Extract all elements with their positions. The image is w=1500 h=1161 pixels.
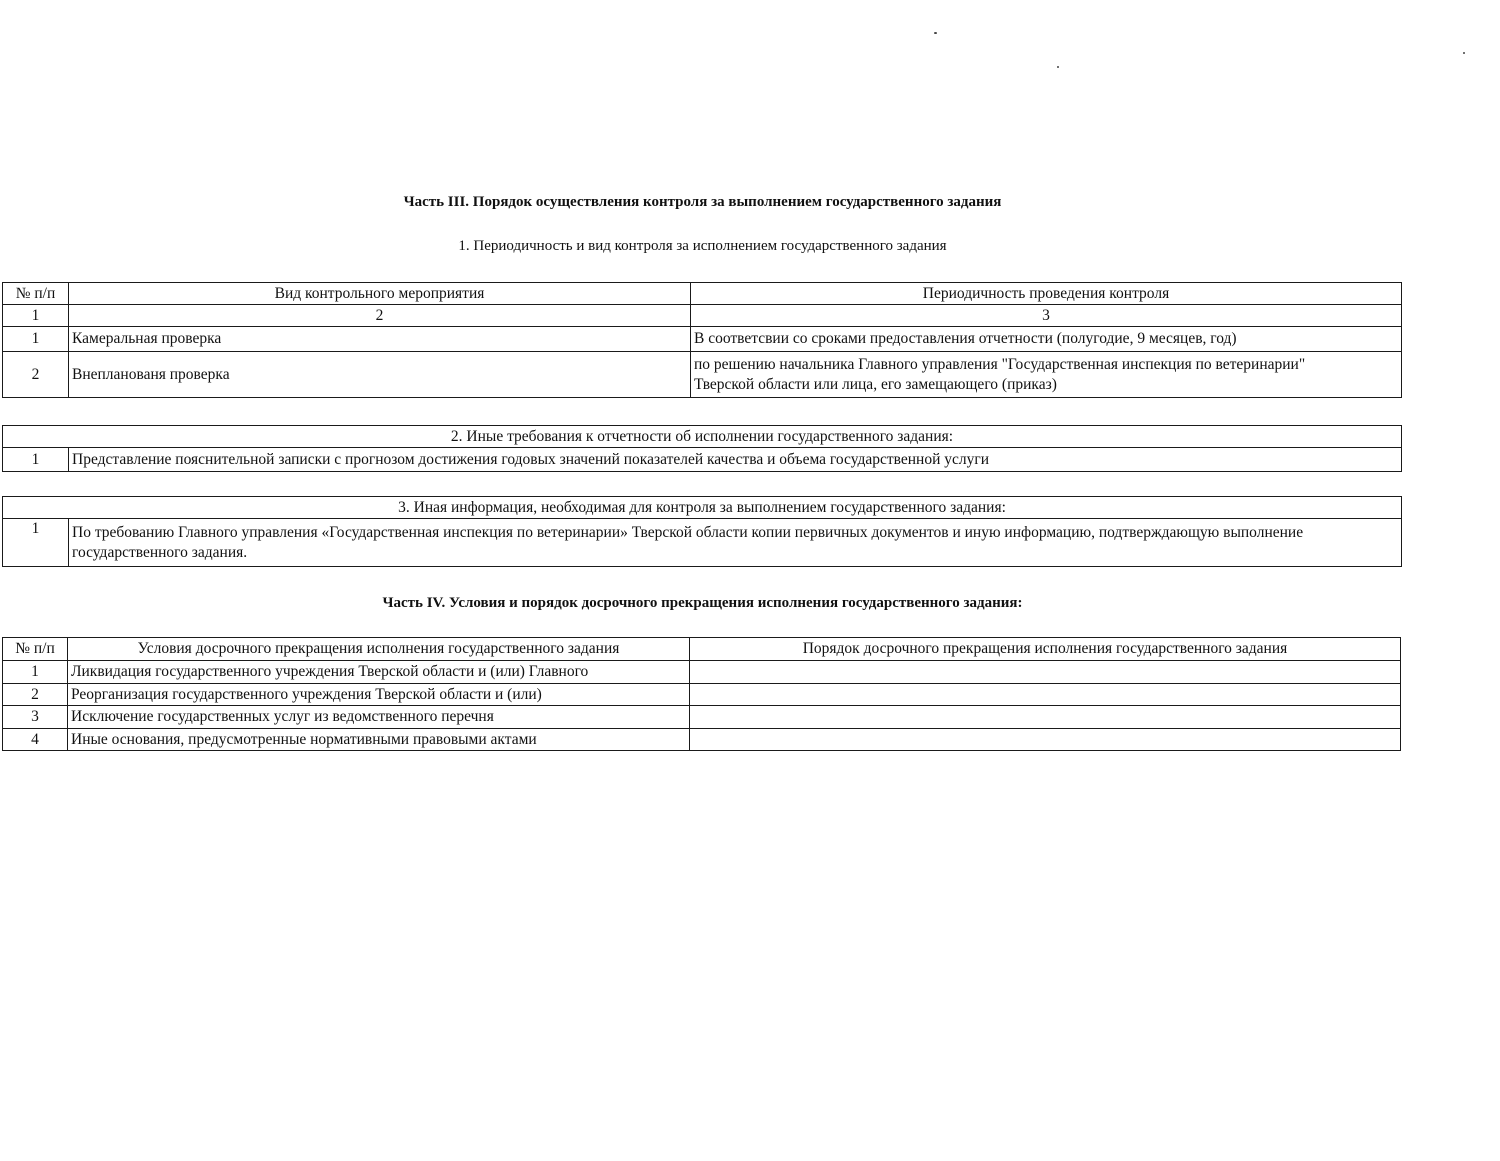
part4-title: Часть IV. Условия и порядок досрочного прекращения исполнения государственного задания: [382,595,1023,611]
table-row [3,327,1402,352]
table-row [3,729,1401,751]
row-num: 3 [3,706,68,729]
table-row [3,352,1402,398]
other-information-table [2,496,1402,567]
table-row [3,661,1401,684]
section2-title: 2. Иные требования к отчетности об исполнении государственного задания: [3,426,1402,448]
header-num: № п/п [3,638,68,661]
row-num: 1 [3,327,69,352]
condition-cell: Исключение государственных услуг из ведомственного перечня [68,706,690,729]
condition-cell: Ликвидация государственного учреждения Тверской области и (или) Главного [68,661,690,684]
row-num: 1 [3,519,69,567]
row-num: 1 [3,448,69,472]
section-title-row [3,497,1402,519]
header-frequency: Периодичность проведения контроля [691,283,1402,305]
section-title-row [3,426,1402,448]
section1-title: 1. Периодичность и вид контроля за исполнением государственного задания [458,238,947,254]
table-row [3,519,1402,567]
numbering-cell: 3 [691,305,1402,327]
control-type-cell: Внепланованя проверка [69,352,691,398]
table-row [3,448,1402,472]
row-num: 2 [3,352,69,398]
scan-speck [934,32,937,34]
control-frequency-table [2,282,1402,398]
header-procedure: Порядок досрочного прекращения исполнения государственного задания [690,638,1401,661]
procedure-cell [690,729,1401,751]
procedure-cell [690,661,1401,684]
row-num: 2 [3,684,68,706]
header-num: № п/п [3,283,69,305]
condition-cell: Реорганизация государственного учреждения Тверской области и (или) [68,684,690,706]
row-num: 1 [3,661,68,684]
section3-title: 3. Иная информация, необходимая для контроля за выполнением государственного задания: [3,497,1402,519]
row-num: 4 [3,729,68,751]
part3-title: Часть III. Порядок осуществления контроля за выполнением государственного задания [403,194,1002,210]
requirement-text: Представление пояснительной записки с прогнозом достижения годовых значений показателей качества и объема государственной услуги [69,448,1402,472]
header-control-type: Вид контрольного мероприятия [69,283,691,305]
procedure-cell [690,706,1401,729]
table-row [3,684,1401,706]
early-termination-table [2,637,1401,751]
scan-speck [1057,66,1059,68]
scan-speck [1463,52,1465,54]
information-text: По требованию Главного управления «Государственная инспекция по ветеринарии» Тверской области копии первичных документов и иную информацию, подтверждающую выполнение государственного задания. [69,519,1402,567]
frequency-cell: В соответсвии со сроками предоставления отчетности (полугодие, 9 месяцев, год) [691,327,1402,352]
condition-cell: Иные основания, предусмотренные нормативными правовыми актами [68,729,690,751]
control-type-cell: Камеральная проверка [69,327,691,352]
table-numbering-row [3,305,1402,327]
header-conditions: Условия досрочного прекращения исполнения государственного задания [68,638,690,661]
table-row [3,706,1401,729]
table-header-row [3,638,1401,661]
numbering-cell: 1 [3,305,69,327]
reporting-requirements-table [2,425,1402,472]
procedure-cell [690,684,1401,706]
table-header-row [3,283,1402,305]
numbering-cell: 2 [69,305,691,327]
frequency-cell: по решению начальника Главного управления "Государственная инспекция по ветеринарии" Тверской области или лица, его замещающего (приказ) [691,352,1402,398]
